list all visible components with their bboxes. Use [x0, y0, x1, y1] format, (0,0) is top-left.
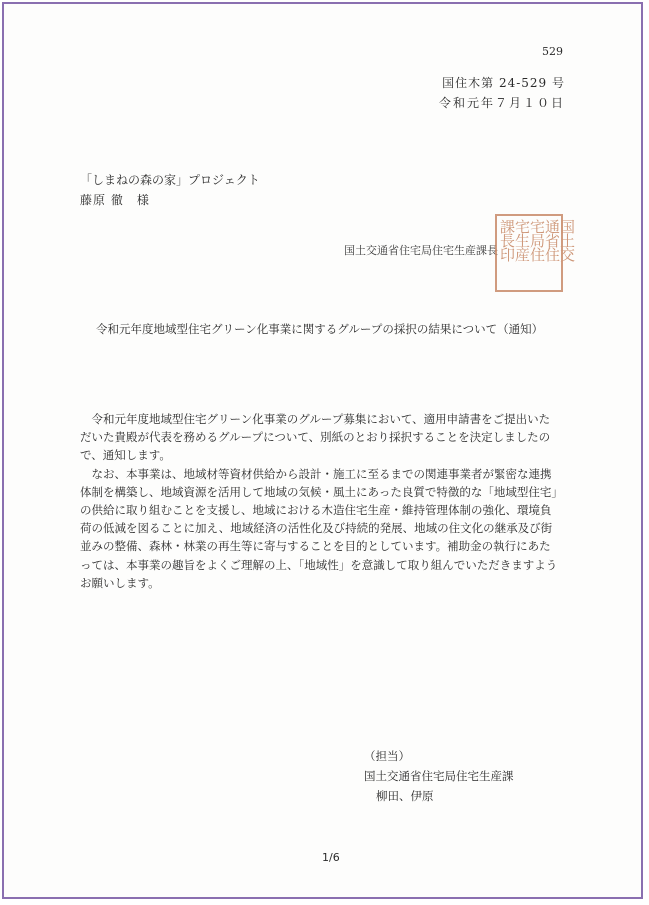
- official-seal-stamp: [495, 214, 576, 292]
- contact-names: 柳田、伊原: [376, 789, 434, 803]
- seal-column: 宅局住: [528, 219, 546, 261]
- seal-column: 通省住: [543, 219, 561, 261]
- document-page: [4, 4, 641, 897]
- page-number: 1/6: [322, 851, 340, 864]
- body-paragraph-1: 令和元年度地域型住宅グリーン化事業のグループ募集において、適用申請書をご提出いた だいた貴殿が代表を務めるグループについて、別紙のとおり採択することを決定しましたの で、通知します。: [80, 412, 551, 463]
- document-title: 令和元年度地域型住宅グリーン化事業に関するグループの採択の結果について（通知）: [96, 322, 544, 336]
- issue-date: 令和元年７月１０日: [438, 96, 565, 110]
- contact-label: （担当）: [364, 749, 410, 763]
- document-body: [80, 410, 570, 592]
- document-frame: [2, 2, 643, 899]
- contact-organization: 国土交通省住宅局住宅生産課: [364, 769, 514, 783]
- seal-column: 宅生産: [513, 219, 531, 261]
- body-paragraph-2: なお、本事業は、地域材等資材供給から設計・施工に至るまでの関連事業者が緊密な連携 体制を構築し、地域資源を活用して地域の気候・風土にあった良質で特徴的な「地域型住宅」 の供給に取り組むことを支援し、地域における木造住宅生産・維持管理体制の強化、環境負 荷の低減を図ることに加え、地域経済の活性化及び持続的発展、地域の住文化の継承及び街 並みの整備、森林・林業の再生等に寄与することを目的としています。補助金の執行にあた っては、本事業の趣旨をよくご理解の上、「地域性」を意識して取り組んでいただきますよう お願いします。: [80, 466, 563, 590]
- sender-organization: 国土交通省住宅局住宅生産課長: [344, 244, 498, 257]
- seal-column: 国土交: [558, 219, 576, 261]
- reference-number: 国住木第 24-529 号: [442, 76, 565, 90]
- recipient-project: 「しまねの森の家」プロジェクト: [80, 173, 260, 187]
- document-number: 529: [542, 45, 563, 58]
- seal-column: 課長印: [498, 219, 516, 261]
- contact-block: [364, 746, 514, 806]
- recipient-name: 藤原 徹 様: [80, 193, 150, 207]
